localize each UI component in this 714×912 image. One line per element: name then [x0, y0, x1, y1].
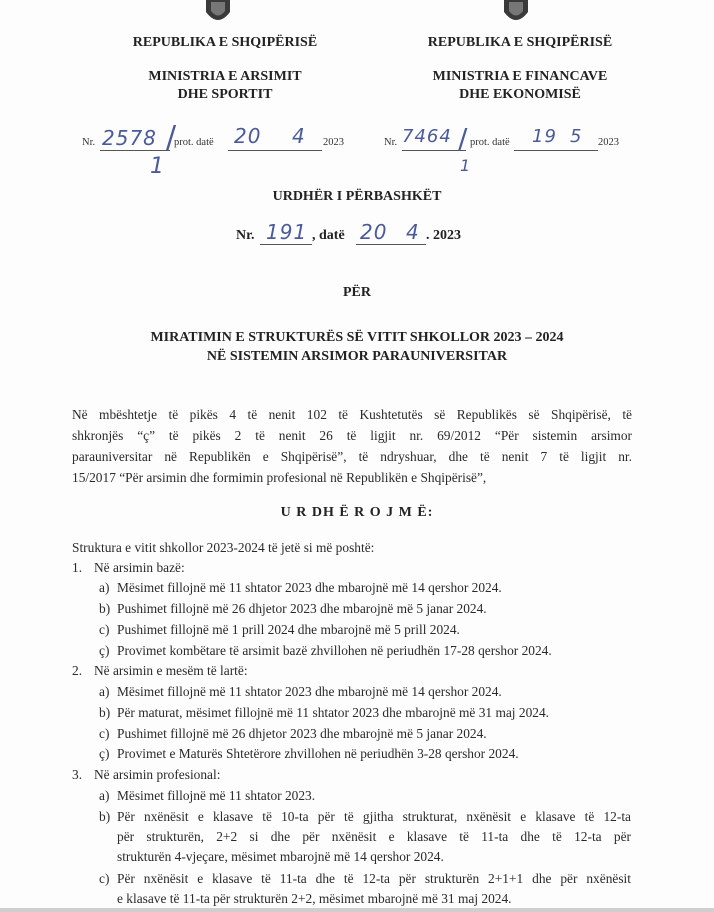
order-month: 4	[406, 220, 420, 244]
left-nr-underline	[100, 150, 170, 151]
section-title: Në arsimin bazë:	[94, 560, 185, 575]
preamble-line: shkronjës “ç” të pikës 2 të nenit 26 të ligjit nr. 69/2012 “Për sistemin arsimor	[72, 428, 632, 443]
list-item: Për maturat, mësimet fillojnë më 11 shtator 2023 dhe mbarojnë më 31 maj 2024.	[117, 705, 549, 720]
item-letter: b)	[99, 809, 111, 824]
list-item-line: e klasave të 11-ta për strukturën 2+2, mësimet mbarojnë më 31 maj 2024.	[117, 891, 512, 906]
left-day: 20	[234, 124, 262, 148]
list-item-line: Për nxënësit e klasave të 10-ta për të gjitha strukturat, nxënësit e klasave të 12-ta	[117, 809, 631, 824]
right-slash: /	[458, 122, 469, 155]
list-item: Mësimet fillojnë më 11 shtator 2023.	[117, 788, 316, 803]
order-date-label: , datë	[312, 228, 345, 243]
left-nr-value: 2578	[102, 126, 157, 150]
urdherojme-heading: U R DH Ë R O J M Ë:	[280, 505, 434, 520]
page-bottom-edge	[0, 908, 714, 912]
item-letter: ç)	[99, 746, 110, 761]
left-country: REPUBLIKA E SHQIPËRISË	[132, 35, 318, 50]
left-protocol	[82, 120, 372, 180]
order-year: . 2023	[426, 228, 461, 243]
item-letter: b)	[99, 601, 111, 616]
item-letter: c)	[99, 871, 110, 886]
list-item: Mësimet fillojnë më 11 shtator 2023 dhe mbarojnë më 14 qershor 2024.	[117, 580, 502, 595]
subject-line1: MIRATIMIN E STRUKTURËS SË VITIT SHKOLLOR 2023 – 2024	[150, 330, 564, 345]
right-ministry-line1: MINISTRIA E FINANCAVE	[432, 69, 608, 84]
right-protocol	[384, 120, 684, 180]
intro-text: Struktura e vitit shkollor 2023-2024 të jetë si më poshtë:	[72, 540, 375, 555]
right-ministry-line2: DHE EKONOMISË	[459, 87, 581, 102]
left-month: 4	[292, 124, 306, 148]
item-letter: c)	[99, 726, 110, 741]
right-nr-label: Nr.	[384, 137, 398, 148]
item-letter: ç)	[99, 643, 110, 658]
section-title: Në arsimin profesional:	[94, 767, 221, 782]
coat-of-arms-left-icon	[202, 0, 234, 26]
right-prot-label: prot. datë	[470, 137, 510, 148]
list-item-line: Për nxënësit e klasave të 11-ta dhe të 12-ta për strukturën 2+1+1 dhe për nxënësit	[117, 871, 631, 886]
right-month: 5	[570, 126, 583, 147]
right-day: 19	[532, 126, 557, 147]
right-year: 2023	[598, 137, 619, 148]
preamble-line: parauniversitar në Republikën e Shqipërisë”, të ndryshuar, dhe të nenit 7 të ligjit nr.	[72, 449, 632, 464]
list-item	[117, 869, 631, 909]
section-title: Në arsimin e mesëm të lartë:	[94, 663, 248, 678]
list-item: Provimet e Maturës Shtetërore zhvillohen në periudhën 3-28 qershor 2024.	[117, 746, 519, 761]
preamble-line: 15/2017 “Për arsimin dhe formimin profesional në Republikën e Shqipërisë”,	[72, 470, 487, 485]
left-ministry-line2: DHE SPORTIT	[177, 87, 273, 102]
item-letter: a)	[99, 580, 110, 595]
subject-line2: NË SISTEMIN ARSIMOR PARAUNIVERSITAR	[206, 349, 508, 364]
list-item: Pushimet fillojnë më 26 dhjetor 2023 dhe mbarojnë më 5 janar 2024.	[117, 601, 487, 616]
coat-of-arms-right-icon	[500, 0, 532, 26]
left-ministry-line1: MINISTRIA E ARSIMIT	[148, 69, 302, 84]
per-heading: PËR	[343, 285, 371, 300]
left-date-underline	[228, 150, 322, 151]
preamble-line: Në mbështetje të pikës 4 të nenit 102 të Kushtetutës së Republikës së Shqipërisë, të	[72, 407, 632, 422]
left-nr-label: Nr.	[82, 137, 96, 148]
item-letter: a)	[99, 788, 110, 803]
list-item: Pushimet fillojnë më 26 dhjetor 2023 dhe mbarojnë më 5 janar 2024.	[117, 726, 487, 741]
preamble	[72, 404, 632, 488]
list-item: Pushimet fillojnë më 1 prill 2024 dhe mbarojnë më 5 prill 2024.	[117, 622, 460, 637]
section-number: 1.	[72, 560, 83, 575]
order-nr-underline	[260, 244, 312, 245]
list-item-line: për strukturën, 2+2 si dhe për nxënësit e klasave të 11-ta dhe të 12-ta për	[117, 829, 631, 844]
order-nr-label: Nr.	[236, 228, 255, 243]
order-day: 20	[360, 220, 388, 244]
order-nr-value: 191	[266, 220, 308, 244]
right-nr-underline	[402, 150, 466, 151]
order-title: URDHËR I PËRBASHKËT	[272, 189, 442, 204]
list-item: Mësimet fillojnë më 11 shtator 2023 dhe mbarojnë më 14 qershor 2024.	[117, 684, 502, 699]
left-prot-label: prot. datë	[174, 137, 214, 148]
section-number: 3.	[72, 767, 83, 782]
left-year: 2023	[323, 137, 344, 148]
left-prot-sub: 1	[150, 154, 165, 179]
item-letter: b)	[99, 705, 111, 720]
item-letter: c)	[99, 622, 110, 637]
order-number-line	[236, 220, 496, 250]
order-date-underline	[356, 244, 426, 245]
list-item	[117, 807, 631, 867]
left-slash: /	[166, 120, 178, 155]
right-nr-value: 7464	[402, 126, 452, 147]
section-number: 2.	[72, 663, 83, 678]
list-item: Provimet kombëtare të arsimit bazë zhvillohen në periudhën 17-28 qershor 2024.	[117, 643, 552, 658]
list-item-line: strukturën 4-vjeçare, mësimet mbarojnë më 14 qershor 2024.	[117, 849, 444, 864]
item-letter: a)	[99, 684, 110, 699]
right-date-underline	[514, 150, 598, 151]
right-country: REPUBLIKA E SHQIPËRISË	[427, 35, 613, 50]
right-prot-sub: 1	[460, 156, 472, 175]
